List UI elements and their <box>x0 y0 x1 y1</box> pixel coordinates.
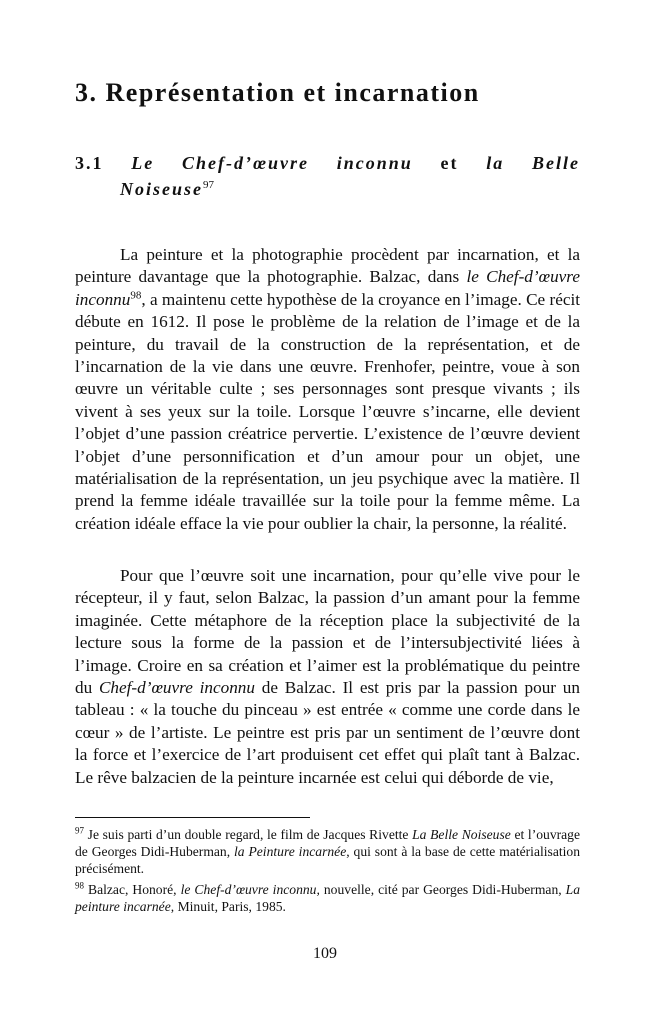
body-paragraph-2 <box>75 565 580 789</box>
text-run: et l’ouvrage de Georges Didi-Huberman, <box>75 827 581 860</box>
text-run: et <box>412 153 487 173</box>
footnote-98 <box>75 881 580 915</box>
page-number: 109 <box>313 945 337 962</box>
text-run: Balzac, Honoré, <box>84 882 181 897</box>
italic-text: La peinture incarnée <box>75 882 581 915</box>
footnote-ref[interactable]: 98 <box>130 289 142 302</box>
footnote-ref[interactable]: 97 <box>75 825 84 836</box>
footnote-97 <box>75 826 580 878</box>
text-run: , a maintenu cette hypothèse de la croyance en l’image. Ce récit débute en 1612. Il pose le problème de la relation de l’image et de la peinture, du travail de la construction de la représentation, et de l’incarnation de la vie dans une œuvre. Frenhofer, peintre, voue à son œuvre un véritable culte ; ses personnages sont presque vivants ; ils vivent à ses yeux sur la toile. Lorsque l’œuvre s’incarne, elle devient l’objet d’une passion créatrice pervertie. L’existence de l’œuvre devient l’objet d’une personnification et d’un amour pour un objet, une matérialisation de la représentation, un jeu psychique avec la matière. Il prend la femme idéale travaillée sur la toile pour la femme même. La création idéale efface la vie pour oublier la chair, la personne, la réalité. <box>75 289 580 533</box>
italic-text: le Chef-d’œuvre inconnu, <box>180 882 320 897</box>
chapter-title: 3. Représentation et incarnation <box>75 78 480 107</box>
footnote-ref[interactable]: 98 <box>75 880 84 891</box>
text-run: Je suis parti d’un double regard, le film de Jacques Rivette <box>84 827 413 842</box>
italic-text: Le Chef-d’œuvre inconnu <box>131 153 413 173</box>
text-run: de Balzac. Il est pris par la passion pour un tableau : « la touche du pinceau » est entrée « comme une corde dans le cœur » de l’artiste. Le peintre est pris par un sentiment de l’œuvre dont la force et l’exercice de l’art produisent cet effet qui plaît tant à Balzac. Le rêve balzacien de la peinture incarnée est celui qui déborde de vie, <box>75 678 580 787</box>
footnote-separator <box>75 817 310 818</box>
section-heading-line1 <box>75 152 580 174</box>
paragraph <box>75 565 580 789</box>
text-run: , qui sont à la base de cette matérialisation précisément. <box>75 844 581 877</box>
paragraph <box>75 244 580 535</box>
italic-text: la Belle <box>486 153 581 173</box>
text-run: Pour que l’œuvre soit une incarnation, pour qu’elle vive pour le récepteur, il y faut, selon Balzac, la passion d’un amant pour la femme imaginée. Cette métaphore de la réception place la subjectivité de la lecture sous la forme de la passion et de l’intersubjectivité liées à l’image. Croire en sa création et l’aimer est la problématique du peintre du <box>75 566 580 698</box>
text-run: La peinture et la photographie procèdent par incarnation, et la peinture davantage que la photographie. Balzac, dans <box>75 245 580 287</box>
section-heading-line2 <box>75 174 580 200</box>
section-title-part <box>131 153 580 173</box>
italic-text: Chef-d’œuvre inconnu <box>98 678 255 698</box>
italic-text: La Belle Noiseuse <box>412 827 511 842</box>
text-run: nouvelle, cité par Georges Didi-Huberman, <box>319 882 566 897</box>
section-heading <box>75 152 580 200</box>
section-title-part: Noiseuse <box>120 179 203 199</box>
body-paragraph-1 <box>75 244 580 535</box>
italic-text: le Chef-d’œuvre inconnu <box>75 267 580 309</box>
italic-text: la Peinture incarnée <box>234 844 347 860</box>
section-number: 3.1 <box>75 153 104 173</box>
text-run: , Minuit, Paris, 1985. <box>170 899 286 915</box>
footnote-ref[interactable]: 97 <box>203 179 214 191</box>
